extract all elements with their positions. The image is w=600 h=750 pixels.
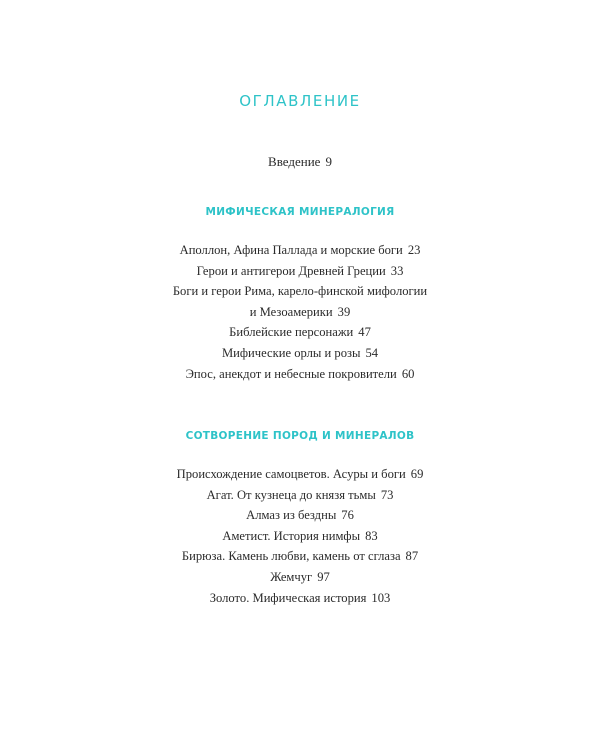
- section-entries-creation-of-rocks: [0, 464, 600, 608]
- toc-entry[interactable]: [0, 302, 600, 323]
- toc-entry[interactable]: [0, 364, 600, 385]
- toc-entry-text: Аметист. История нимфы: [222, 528, 361, 543]
- toc-entry-text: Агат. От кузнеца до князя тьмы: [206, 487, 376, 502]
- toc-title: ОГЛАВЛЕНИЕ: [239, 92, 361, 110]
- section-heading-creation-of-rocks: СОТВОРЕНИЕ ПОРОД И МИНЕРАЛОВ: [185, 430, 415, 442]
- toc-entry[interactable]: [0, 546, 600, 567]
- toc-entry-page: 73: [380, 487, 394, 502]
- toc-entry[interactable]: [0, 240, 600, 261]
- toc-entry[interactable]: [0, 588, 600, 609]
- toc-entry-page: 39: [337, 304, 351, 319]
- toc-entry[interactable]: [0, 567, 600, 588]
- toc-entry-text: Библейские персонажи: [229, 325, 354, 340]
- toc-entry-page: 9: [325, 154, 332, 169]
- toc-entry-text: Боги и герои Рима, карело-финской мифологии: [172, 284, 428, 299]
- toc-entry-intro[interactable]: [0, 153, 600, 171]
- toc-entry-page: 60: [401, 366, 415, 381]
- toc-entry-page: 97: [317, 569, 330, 584]
- toc-entry-text: Происхождение самоцветов. Асуры и боги: [176, 467, 406, 481]
- toc-entry-text: Введение: [268, 154, 321, 169]
- toc-entry-page: 103: [371, 590, 391, 605]
- toc-entry-page: 69: [410, 467, 424, 481]
- toc-entry-page: 83: [365, 528, 378, 543]
- toc-entry[interactable]: [0, 281, 600, 302]
- toc-entry-text: Эпос, анекдот и небесные покровители: [185, 366, 397, 381]
- toc-entry-text: Герои и антигерои Древней Греции: [196, 263, 386, 278]
- toc-entry[interactable]: [0, 464, 600, 485]
- toc-entry-page: 23: [407, 243, 421, 257]
- toc-entry[interactable]: [0, 505, 600, 526]
- toc-entry-text: Мифические орлы и розы: [221, 345, 361, 360]
- toc-entry-text: Бирюза. Камень любви, камень от сглаза: [181, 549, 401, 564]
- toc-entry-text: Золото. Мифическая история: [209, 590, 367, 605]
- toc-entry-page: 47: [358, 325, 371, 340]
- toc-entry-text: и Мезоамерики: [249, 304, 333, 319]
- toc-entry-page: 76: [341, 508, 354, 523]
- section-entries-mythical-mineralogy: [0, 240, 600, 384]
- toc-entry-page: 87: [405, 549, 419, 564]
- toc-entry[interactable]: [0, 343, 600, 364]
- toc-entry[interactable]: [0, 485, 600, 506]
- toc-entry[interactable]: [0, 322, 600, 343]
- toc-entry-text: Алмаз из бездны: [246, 508, 337, 523]
- toc-entry-text: Аполлон, Афина Паллада и морские боги: [179, 243, 403, 257]
- section-heading-mythical-mineralogy: МИФИЧЕСКАЯ МИНЕРАЛОГИЯ: [205, 206, 395, 218]
- toc-entry[interactable]: [0, 261, 600, 282]
- toc-entry[interactable]: [0, 526, 600, 547]
- toc-entry-page: 33: [390, 263, 404, 278]
- toc-entry-page: 54: [365, 345, 379, 360]
- toc-entry-text: Жемчуг: [270, 569, 313, 584]
